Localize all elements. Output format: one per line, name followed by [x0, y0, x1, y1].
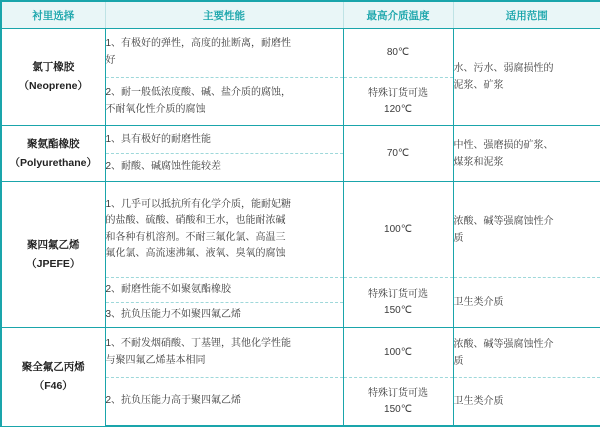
performance-line: 的盐酸、硫酸、硝酸和王水，也能耐浓碱: [105, 215, 286, 227]
scope-line: 泥浆、矿浆: [453, 80, 504, 92]
temperature-cell: [343, 182, 453, 278]
scope-line: 中性、强磨损的矿浆、: [453, 139, 554, 151]
table-row: [1, 29, 600, 78]
scope-cell: [453, 182, 600, 278]
performance-line: 好: [105, 54, 116, 66]
scope-cell: [453, 328, 600, 378]
performance-line: 2、耐一般低浓度酸、碱、盐介质的腐蚀，: [105, 87, 292, 99]
temperature-note: 特殊订货可选: [368, 288, 428, 300]
performance-cell: [105, 154, 343, 182]
performance-line: 和各种有机溶剂。不耐三氟化氯、高温三: [105, 231, 286, 243]
header-application-scope: 适用范围: [453, 1, 600, 29]
performance-line: 2、耐磨性能不如聚氨酯橡胶: [105, 283, 232, 295]
temperature-value: 80℃: [386, 46, 410, 58]
table-row: [1, 182, 600, 278]
scope-cell: [453, 29, 600, 126]
table-body: [1, 29, 600, 427]
performance-line: 不耐氧化性介质的腐蚀: [105, 103, 206, 115]
header-row: [1, 1, 600, 29]
temperature-note: 特殊订货可选: [368, 387, 428, 399]
temperature-value: 120℃: [384, 103, 412, 115]
material-cell-jpefe: [1, 182, 105, 328]
scope-line: 煤浆和泥浆: [453, 156, 504, 168]
performance-cell: [105, 378, 343, 426]
performance-line: 3、抗负压能力不如聚四氟乙烯: [105, 308, 242, 320]
scope-cell: [453, 278, 600, 328]
temperature-cell: [343, 378, 453, 426]
temperature-cell: [343, 328, 453, 378]
temperature-value: 100℃: [384, 346, 412, 358]
table-row: [1, 126, 600, 154]
material-name-en: （F46）: [33, 379, 73, 392]
scope-line: 卫生类介质: [453, 297, 504, 309]
performance-cell: [105, 29, 343, 78]
scope-line: 浓酸、碱等强腐蚀性介: [453, 215, 554, 227]
material-name-cn: 聚全氟乙丙烯: [21, 360, 85, 373]
temperature-cell: [343, 77, 453, 126]
scope-line: 卫生类介质: [453, 396, 504, 408]
material-name-en: （JPEFE）: [26, 257, 81, 270]
performance-line: 2、耐酸、碱腐蚀性能较差: [105, 161, 222, 173]
scope-line: 水、污水、弱腐损性的: [453, 63, 554, 75]
scope-line: 浓酸、碱等强腐蚀性介: [453, 338, 554, 350]
material-cell-polyurethane: [1, 126, 105, 182]
performance-line: 1、具有极好的耐磨性能: [105, 133, 212, 145]
table-row: [1, 328, 600, 378]
temperature-cell: [343, 29, 453, 78]
material-name-cn: 聚四氟乙烯: [27, 238, 80, 251]
performance-cell: [105, 328, 343, 378]
temperature-cell: [343, 278, 453, 328]
scope-cell: [453, 126, 600, 182]
material-name-cn: 聚氨酯橡胶: [27, 137, 80, 150]
temperature-value: 100℃: [384, 223, 412, 235]
performance-cell: [105, 182, 343, 278]
performance-cell: [105, 278, 343, 303]
header-max-temperature: 最高介质温度: [343, 1, 453, 29]
performance-line: 1、几乎可以抵抗所有化学介质，能耐妃糖: [105, 198, 292, 210]
performance-cell: [105, 77, 343, 126]
scope-line: 质: [453, 355, 464, 367]
performance-line: 1、有极好的弹性，高度的扯断离，耐磨性: [105, 38, 292, 50]
temperature-value: 150℃: [384, 403, 412, 415]
material-cell-f46: [1, 328, 105, 426]
performance-line: 2、抗负压能力高于聚四氟乙烯: [105, 395, 242, 407]
temperature-cell: [343, 126, 453, 182]
material-name-cn: 氯丁橡胶: [32, 61, 75, 74]
performance-line: 1、不耐发烟硝酸、丁基锂，其他化学性能: [105, 338, 292, 350]
performance-cell: [105, 126, 343, 154]
material-name-en: （Neoprene）: [18, 80, 88, 93]
scope-cell: [453, 378, 600, 426]
header-main-performance: 主要性能: [105, 1, 343, 29]
material-name-en: （Polyurethane）: [9, 156, 98, 169]
material-cell-neoprene: [1, 29, 105, 126]
temperature-note: 特殊订货可选: [368, 87, 428, 99]
temperature-value: 150℃: [384, 304, 412, 316]
performance-line: 氟化氯、高流速沸氟、液氧、臭氧的腐蚀: [105, 248, 286, 260]
temperature-value: 70℃: [386, 147, 410, 159]
performance-line: 与聚四氟乙烯基本相同: [105, 354, 206, 366]
performance-cell: [105, 303, 343, 328]
scope-line: 质: [453, 232, 464, 244]
header-liner-选择: 衬里选择: [1, 1, 105, 29]
table-header: [1, 1, 600, 29]
